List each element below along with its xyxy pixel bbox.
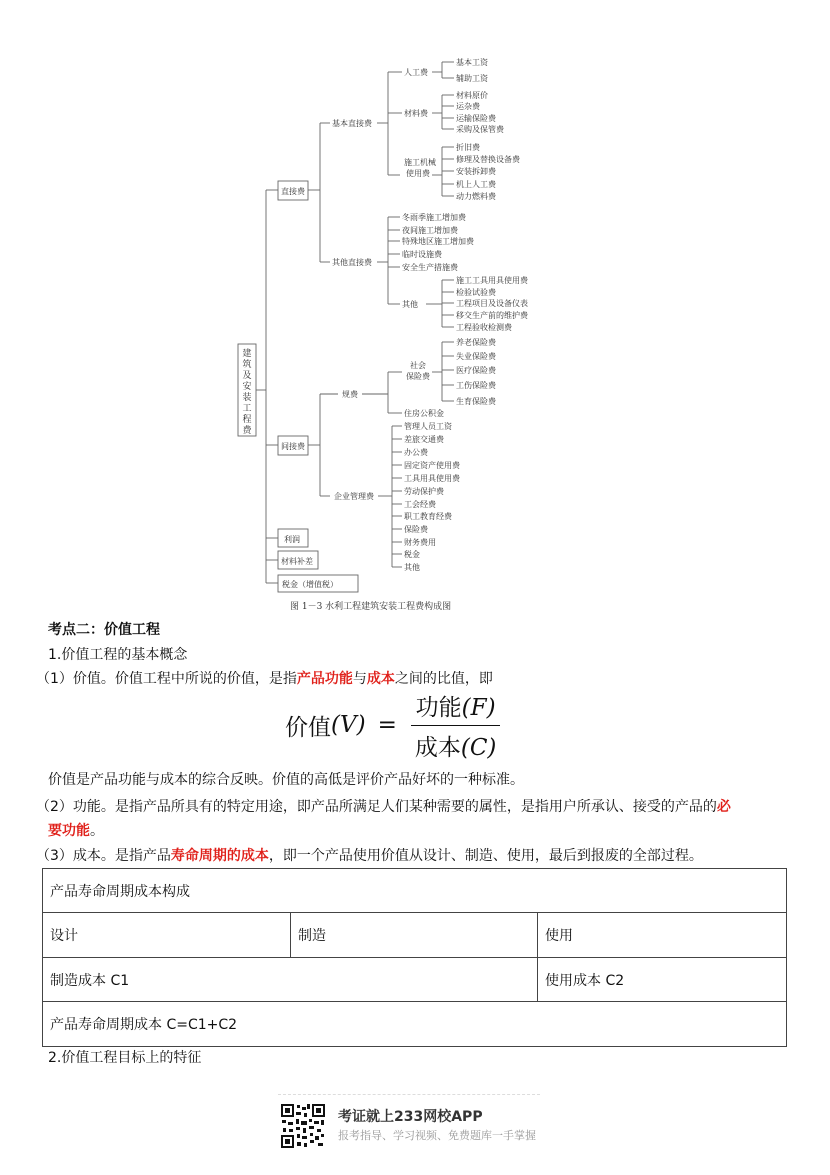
root-char: 安 (242, 382, 252, 392)
social-item: 生育保险费 (456, 397, 496, 406)
value-formula (285, 692, 500, 761)
root-char: 费 (242, 426, 252, 436)
qr-code-icon[interactable] (280, 1103, 326, 1149)
other-direct-item: 特殊地区施工增加费 (402, 237, 474, 246)
footer (280, 1102, 536, 1150)
paragraph-function-cont (48, 821, 104, 841)
social-item: 养老保险费 (456, 338, 496, 347)
mgmt-item: 财务费用 (404, 538, 436, 547)
text: （1）价值。价值工程中所说的价值，是指 (36, 671, 297, 687)
material-item: 运杂费 (456, 102, 480, 111)
formula-den-text: 成本 (414, 734, 461, 761)
labor-item: 基本工资 (456, 58, 488, 67)
labor-item: 辅助工资 (456, 74, 488, 83)
machinery-label: 使用费 (406, 169, 430, 178)
mgmt-item: 保险费 (404, 525, 428, 534)
formula-lhs: 价值 (285, 714, 331, 741)
paragraph-value-summary: 价值是产品功能与成本的综合反映。价值的高低是评价产品好坏的一种标准。 (48, 772, 524, 788)
highlight-lifecycle-cost: 寿命周期的成本 (170, 848, 269, 864)
text: （2）功能。是指产品所具有的特定用途，即产品所满足人们某种需要的属性，是指用户所承认、接受的产品的 (36, 799, 717, 815)
machinery-item: 机上人工费 (456, 180, 496, 189)
footer-text (338, 1107, 536, 1145)
machinery-item: 安装拆卸费 (456, 167, 496, 176)
machinery-item: 修理及替换设备费 (456, 155, 520, 164)
diagram-caption: 图 1－3 水利工程建筑安装工程费构成图 (290, 602, 452, 612)
section-title: 考点二：价值工程 (48, 622, 160, 638)
root-char: 及 (242, 371, 252, 381)
root-char: 工 (242, 404, 252, 414)
social-insurance-label: 保险费 (406, 372, 430, 381)
table-cell-c1: 制造成本 C1 (43, 958, 538, 1002)
material-item: 材料原价 (456, 91, 488, 100)
other-item: 检验试验费 (456, 288, 496, 297)
direct-cost-label: 直接费 (281, 187, 305, 196)
machinery-item: 动力燃料费 (456, 192, 496, 201)
subheading-goal-features: 2.价值工程目标上的特征 (48, 1050, 202, 1066)
formula-num-text: 功能 (415, 694, 462, 721)
social-item: 失业保险费 (456, 352, 496, 361)
root-char: 程 (242, 415, 252, 425)
other-item: 施工工具用具使用费 (456, 276, 528, 285)
other-direct-item: 临时设施费 (402, 250, 442, 259)
other-label: 其他 (402, 300, 418, 309)
material-item: 运输保险费 (456, 114, 496, 123)
formula-equals: = (377, 712, 397, 738)
table-cell-total: 产品寿命周期成本 C=C1+C2 (43, 1002, 787, 1047)
formula-f: (F) (461, 694, 496, 721)
table-cell-manufacture: 制造 (291, 913, 538, 958)
text: 与 (352, 671, 367, 687)
root-char: 装 (242, 393, 252, 403)
machinery-label: 施工机械 (404, 158, 436, 167)
other-item: 移交生产前的维护费 (456, 311, 528, 320)
text: 之间的比值，即 (394, 671, 493, 687)
text: ，即一个产品使用价值从设计、制造、使用，最后到报废的全部过程。 (268, 848, 703, 864)
highlight-product-function: 产品功能 (296, 671, 353, 687)
indirect-cost-label: 间接费 (281, 442, 305, 451)
enterprise-mgmt-label: 企业管理费 (334, 492, 374, 501)
mgmt-item: 办公费 (404, 448, 428, 457)
mgmt-item: 固定资产使用费 (404, 461, 460, 470)
formula-c: (C) (460, 734, 497, 761)
paragraph-value (36, 669, 493, 689)
other-direct-label: 其他直接费 (332, 258, 372, 267)
table-cell-c2: 使用成本 C2 (538, 958, 787, 1002)
material-item: 采购及保管费 (456, 125, 504, 134)
formula-numerator (412, 689, 500, 725)
social-item: 工伤保险费 (456, 381, 496, 390)
fees-label: 规费 (342, 390, 358, 399)
root-char: 筑 (242, 360, 252, 370)
tax-label: 税金（增值税） (282, 580, 338, 589)
other-item: 工程项目及设备仪表 (456, 299, 528, 308)
material-diff-label: 材料补差 (281, 557, 313, 566)
machinery-item: 折旧费 (456, 143, 480, 152)
mgmt-item: 差旅交通费 (404, 435, 444, 444)
paragraph-cost (36, 846, 703, 866)
subheading-basic-concept: 1.价值工程的基本概念 (48, 647, 188, 663)
footer-slogan: 报考指导、学习视频、免费题库一手掌握 (338, 1129, 536, 1142)
lifecycle-cost-table (42, 868, 787, 1047)
text: 。 (90, 823, 104, 839)
highlight-function: 要功能 (48, 823, 90, 839)
formula-denominator (411, 725, 501, 762)
highlight-necessary: 必 (716, 799, 731, 815)
mgmt-item: 工具用具使用费 (404, 474, 460, 483)
root-char: 建 (242, 349, 252, 359)
other-item: 工程验收检测费 (456, 323, 512, 332)
paragraph-function (36, 797, 731, 817)
mgmt-item: 税金 (404, 550, 420, 559)
highlight-cost: 成本 (366, 671, 395, 687)
mgmt-item: 工会经费 (404, 500, 436, 509)
mgmt-item: 劳动保护费 (404, 487, 444, 496)
footer-brand[interactable]: 考证就上233网校APP (338, 1109, 483, 1125)
footer-divider (278, 1094, 540, 1095)
basic-direct-label: 基本直接费 (332, 119, 372, 128)
labor-label: 人工费 (404, 68, 428, 77)
mgmt-item: 管理人员工资 (404, 422, 452, 431)
housing-fund-label: 住房公积金 (404, 409, 444, 418)
material-label: 材料费 (404, 109, 428, 118)
mgmt-item: 其他 (404, 563, 420, 572)
cost-tree-svg (230, 48, 560, 616)
formula-v: (V) (331, 712, 366, 738)
other-direct-item: 夜间施工增加费 (402, 226, 458, 235)
mgmt-item: 职工教育经费 (404, 512, 452, 521)
table-cell-design: 设计 (43, 913, 291, 958)
social-insurance-label: 社会 (410, 361, 426, 370)
other-direct-item: 冬雨季施工增加费 (402, 213, 466, 222)
profit-label: 利润 (284, 535, 300, 544)
table-cell-use: 使用 (538, 913, 787, 958)
other-direct-item: 安全生产措施费 (402, 263, 458, 272)
table-title-cell: 产品寿命周期成本构成 (43, 869, 787, 913)
social-item: 医疗保险费 (456, 366, 496, 375)
cost-structure-diagram (230, 48, 560, 616)
formula-fraction (411, 689, 501, 762)
text: （3）成本。是指产品 (36, 848, 171, 864)
